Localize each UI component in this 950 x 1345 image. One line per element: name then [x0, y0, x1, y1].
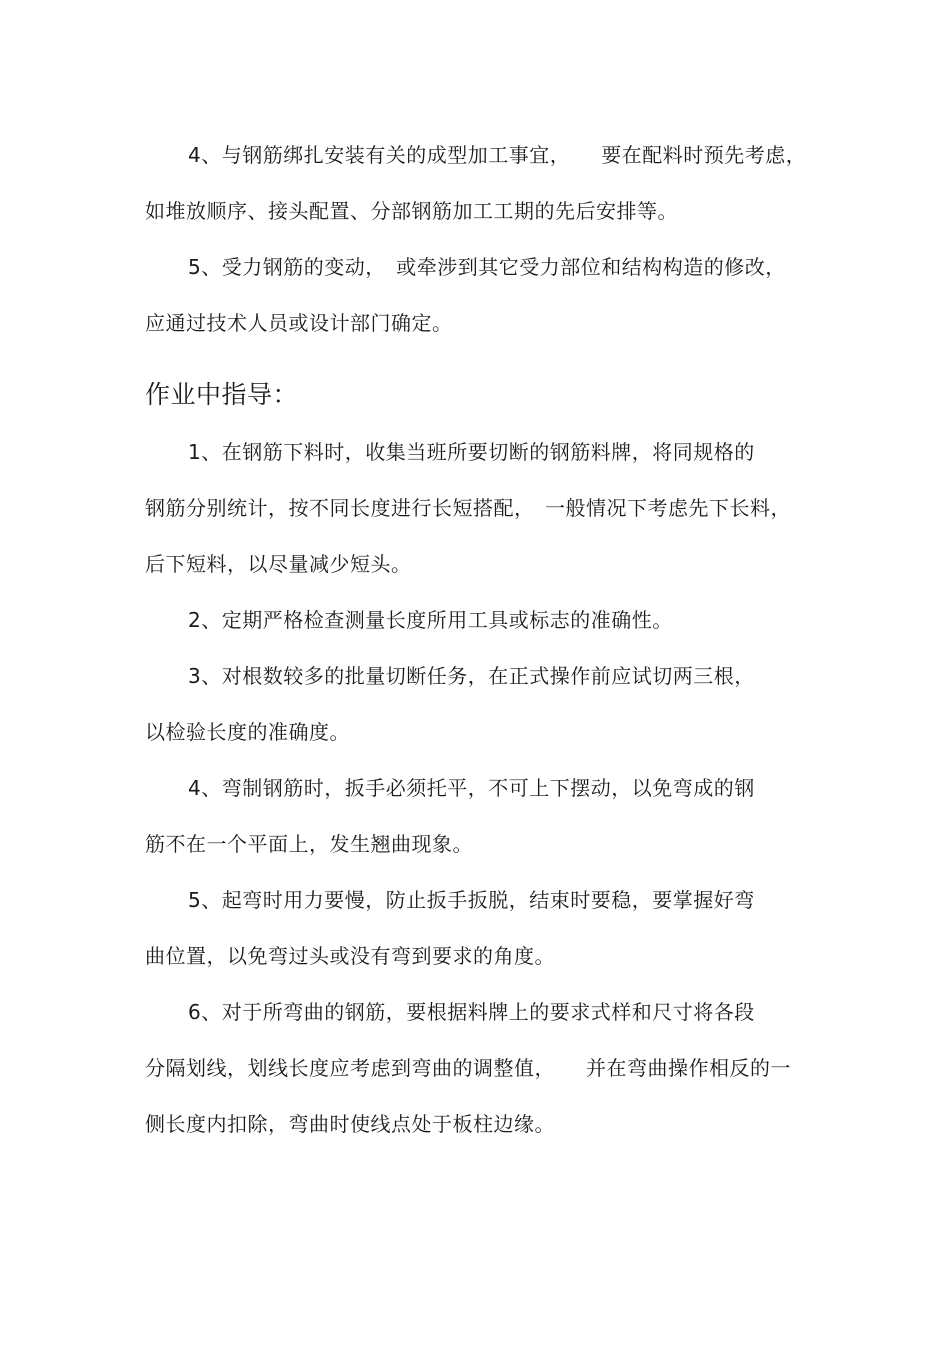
item-1-line-3: 后下短料，以尽量减少短头。: [145, 552, 412, 576]
item-6-line-3: 侧长度内扣除，弯曲时使线点处于板柱边缘。: [145, 1112, 555, 1136]
item-5-line-2: 曲位置，以免弯过头或没有弯到要求的角度。: [145, 944, 555, 968]
item-4-line-1: 4、弯制钢筋时，扳手必须托平，不可上下摆动，以免弯成的钢: [188, 776, 755, 800]
paragraph-4-line-1: 4、与钢筋绑扎安装有关的成型加工事宜， 要在配料时预先考虑，: [188, 143, 807, 167]
paragraph-5-line-2: 应通过技术人员或设计部门确定。: [145, 311, 453, 335]
item-1-line-2: 钢筋分别统计，按不同长度进行长短搭配， 一般情况下考虑先下长料，: [145, 496, 791, 520]
section-heading: 作业中指导：: [145, 380, 299, 409]
paragraph-4-line-2: 如堆放顺序、接头配置、分部钢筋加工工期的先后安排等。: [145, 199, 678, 223]
paragraph-5-line-1: 5、受力钢筋的变动， 或牵涉到其它受力部位和结构构造的修改，: [188, 255, 786, 279]
item-6-line-2: 分隔划线，划线长度应考虑到弯曲的调整值， 并在弯曲操作相反的一: [145, 1056, 791, 1080]
item-2-line-1: 2、定期严格检查测量长度所用工具或标志的准确性。: [188, 608, 673, 632]
item-6-line-1: 6、对于所弯曲的钢筋，要根据料牌上的要求式样和尺寸将各段: [188, 1000, 755, 1024]
item-5-line-1: 5、起弯时用力要慢，防止扳手扳脱，结束时要稳，要掌握好弯: [188, 888, 755, 912]
item-1-line-1: 1、在钢筋下料时，收集当班所要切断的钢筋料牌，将同规格的: [188, 440, 755, 464]
item-3-line-2: 以检验长度的准确度。: [145, 720, 350, 744]
item-4-line-2: 筋不在一个平面上，发生翘曲现象。: [145, 832, 473, 856]
item-3-line-1: 3、对根数较多的批量切断任务，在正式操作前应试切两三根，: [188, 664, 755, 688]
